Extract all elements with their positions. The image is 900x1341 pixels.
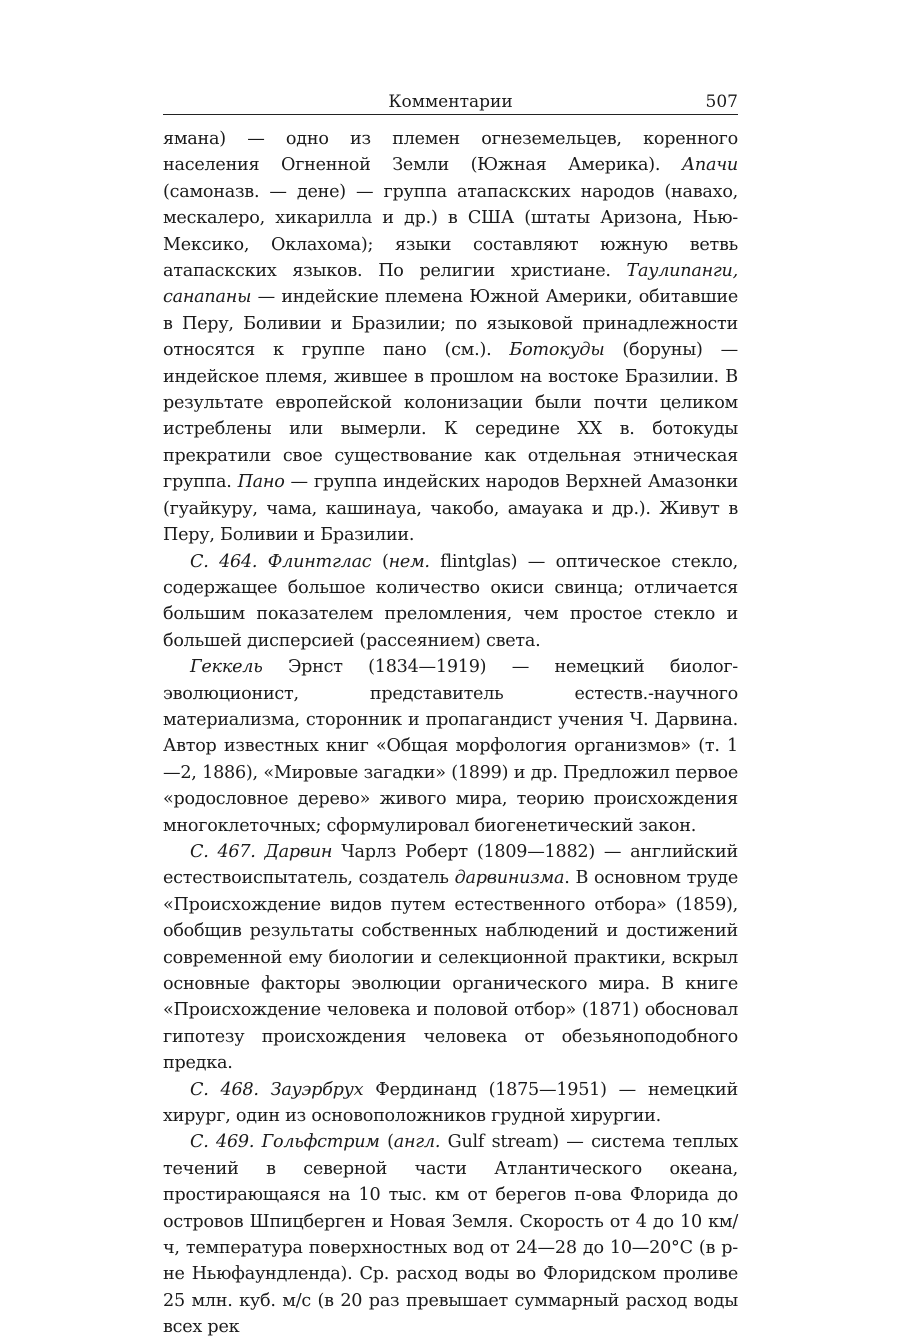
paragraph xyxy=(163,839,738,1077)
header-title: Комментарии xyxy=(388,92,513,112)
italic-term: дарвинизма xyxy=(454,868,565,889)
text-run: — группа индейских народов Верхней Амазонки (гуайкуру, чама, кашинауа, чакобо, амауака и др.). Живут в Перу, Боливии и Бразилии. xyxy=(163,472,738,546)
text-run: Эрнст (1834—1919) — немецкий биолог-эволюционист, представитель естеств.-научного материализма, сторонник и пропагандист учения Ч. Дарвина. Автор известных книг «Общая морфология организмов» (т. 1—2, 1886), «Мировые загадки» (1899) и др. Предложил первое «родословное дерево» живого мира, теорию происхождения многоклеточных; сформулировал биогенетический закон. xyxy=(163,657,738,836)
paragraph xyxy=(163,1129,738,1340)
commentary-text xyxy=(163,126,738,1341)
italic-term: Пано xyxy=(237,472,285,493)
text-run: (боруны) — индейское племя, жившее в прошлом на востоке Бразилии. В результате европейской колонизации были почти целиком истреблены или вымерли. К середине XX в. ботокуды прекратили свое существование как отдельная этническая группа. xyxy=(163,340,738,493)
text-run: Фердинанд (1875—1951) — немецкий хирург, один из основоположников грудной хирургии. xyxy=(163,1079,738,1127)
paragraph xyxy=(163,126,738,549)
page-number: 507 xyxy=(705,92,738,112)
italic-term: Геккель xyxy=(190,657,263,678)
italic-term: нем. xyxy=(388,551,430,572)
paragraph xyxy=(163,549,738,655)
paragraph xyxy=(163,1077,738,1130)
text-run: ( xyxy=(371,551,389,572)
text-run: (самоназв. — дене) — группа атапаскских народов (навахо, мескалеро, хикарилла и др.) в США (штаты Аризона, Нью-Мексико, Оклахома); языки составляют южную ветвь атапаскских языков. По религии христиане. xyxy=(163,181,738,282)
text-run: flintglas) — оптическое стекло, содержащее большое количество окиси свинца; отличается большим показателем преломления, чем простое стекло и большей дисперсией (рассеянием) света. xyxy=(163,551,738,651)
paragraph xyxy=(163,654,738,839)
italic-term: Ботокуды xyxy=(509,340,605,361)
running-header xyxy=(163,90,738,115)
italic-term: С. 464. Флинтглас xyxy=(190,551,372,572)
text-run: — индейские племена Южной Америки, обитавшие в Перу, Боливии и Бразилии; по языковой принадлежности относятся к группе пано (см.). xyxy=(163,287,738,361)
text-run: Чарлз Роберт (1809—1882) — английский естествоиспытатель, создатель xyxy=(163,841,738,889)
text-run: ямана) — одно из племен огнеземельцев, коренного населения Огненной Земли (Южная Америка). xyxy=(163,129,738,176)
italic-term: С. 468. Зауэрбрух xyxy=(190,1079,364,1100)
italic-term: С. 467. Дарвин xyxy=(190,841,333,862)
text-run: Gulf stream) — система теплых течений в северной части Атлантического океана, простирающаяся на 10 тыс. км от берегов п-ова Флорида до островов Шпицберген и Новая Земля. Скорость от 4 до 10 км/ч, температура поверхностных вод от 24—28 до 10—20°C (в р-не Ньюфаундленда). Ср. расход воды во Флоридском проливе 25 млн. куб. м/с (в 20 раз превышает суммарный расход воды всех рек xyxy=(163,1132,738,1338)
text-run: . В основном труде «Происхождение видов путем естественного отбора» (1859), обобщив результаты собственных наблюдений и достижений современной ему биологии и селекционной практики, вскрыл основные факторы эволюции органического мира. В книге «Происхождение человека и половой отбор» (1871) обосновал гипотезу происхождения человека от обезьяноподобного предка. xyxy=(163,868,738,1074)
italic-term: Таулипанги, санапаны xyxy=(163,261,738,308)
italic-term: Апачи xyxy=(681,155,738,176)
italic-term: С. 469. Гольфстрим xyxy=(190,1132,380,1153)
italic-term: англ. xyxy=(393,1132,441,1153)
text-run: ( xyxy=(379,1132,394,1153)
